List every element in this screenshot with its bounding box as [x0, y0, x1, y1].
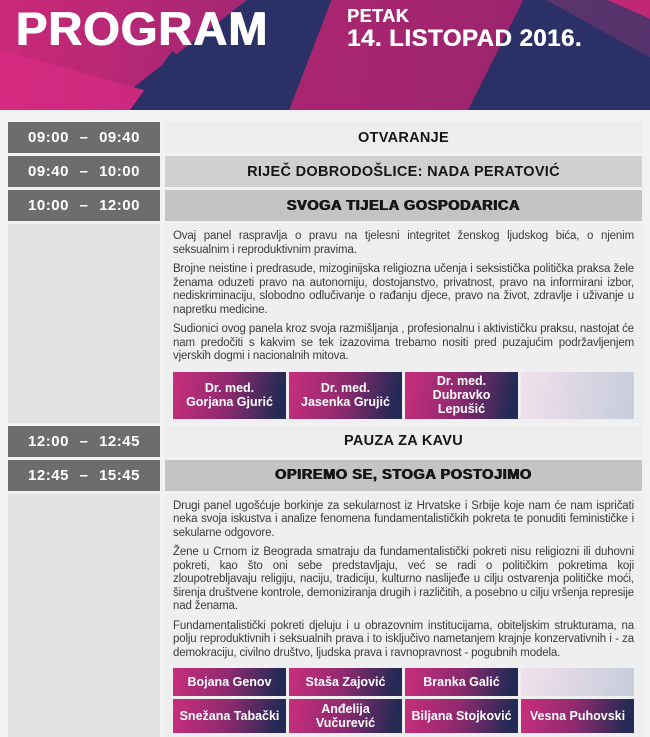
time-cell: 09:00 – 09:40	[8, 122, 160, 153]
time-cell: 10:00 – 12:00	[8, 190, 160, 221]
program-title: PROGRAM	[16, 2, 269, 55]
panel1-speaker-badges	[173, 372, 634, 419]
session-title: RIJEČ DOBRODOŠLICE: NADA PERATOVIĆ	[165, 156, 642, 187]
speaker-name: Gorjana Gjurić	[186, 395, 273, 410]
speaker-badge	[289, 668, 402, 696]
session-row-pauza	[8, 426, 642, 457]
panel2	[8, 494, 642, 737]
speaker-badge	[521, 699, 634, 733]
speaker-badge	[405, 668, 518, 696]
speaker-title: Dr. med.	[436, 373, 487, 388]
paragraph: Brojne neistine i predrasude, mizoginijska religiozna učenja i seksistička politička praksa žele ženama oduzeti pravo na autonomiju, dostojanstvo, privatnost, pravo na informirani izbor, nediskriminaciju, slobodno odlučivanje o rađanju djece, pravo na život, zdravlje i uživanje u napretku medicine.	[173, 263, 634, 316]
speaker-badge	[173, 668, 286, 696]
panel1-left-spacer	[8, 224, 160, 423]
session-title: PAUZA ZA KAVU	[165, 426, 642, 457]
speaker-badge	[405, 372, 518, 419]
panel1	[8, 224, 642, 423]
speaker-name: Dubravko Lepušić	[432, 387, 491, 417]
speaker-name: Vesna Puhovski	[529, 708, 626, 723]
speaker-title: Dr. med.	[204, 380, 255, 395]
paragraph: Ovaj panel raspravlja o pravu na tjelesni integritet ženskog ljudskog bića, o njenim seksualnim i reproduktivnim pravima.	[173, 230, 634, 256]
session-row-panel2-title	[8, 460, 642, 491]
empty-badge	[521, 668, 634, 696]
panel2-description	[165, 494, 642, 737]
session-title: OTVARANJE	[165, 122, 642, 153]
event-date	[347, 7, 582, 51]
paragraph: Drugi panel ugošćuje borkinje za sekularnost iz Hrvatske i Srbije koje nam će nam ispričati neka svoja iskustva i analize fenomena fundamentalističkih pokreta te ponuditi feminističke i sekularne odgovore.	[173, 499, 634, 539]
speaker-name: Staša Zajović	[305, 674, 386, 689]
session-row-otvaranje	[8, 122, 642, 153]
speaker-name: Biljana Stojković	[411, 708, 512, 723]
time-cell: 12:45 – 15:45	[8, 460, 160, 491]
banner	[0, 0, 650, 110]
speaker-name: Bojana Genov	[187, 674, 272, 689]
session-row-panel1-title	[8, 190, 642, 221]
panel2-speaker-badges-row2	[173, 699, 634, 733]
speaker-badge	[289, 699, 402, 733]
speaker-name: Snežana Tabački	[179, 708, 280, 723]
paragraph: Sudionici ovog panela kroz svoja razmišljanja , profesionalnu i aktivističku praksu, nastojat će nam predočiti s kakvim se tek izazovima trebamo nositi pred puzajućim podržavljenjem vjerskih dogmi i nacionalnih mitova.	[173, 323, 634, 362]
speaker-name: Anđelija Vučurević	[315, 701, 376, 731]
speaker-badge	[173, 372, 286, 419]
paragraph: Žene u Crnom iz Beograda smatraju da fundamentalistički pokreti nisu religiozni ili duhovni pokreti, kao što oni sebe predstavljaju, već se radi o političkim pokretima koji zloupotrebljavaju religiju, naciju, tradiciju, kulturno naslijeđe u cilju ostvarenja političke moći, širenja društvene kontrole, demoniziranja drugih i različitih, a posebno u cilju vršenja represije nad ženama.	[173, 546, 634, 613]
paragraph: Fundamentalistički pokreti djeluju i u obrazovnim institucijama, obiteljskim strukturama, na polju reproduktivnih i seksualnih prava i to isključivo nametanjem krajnje konzervativnih i - za demokraciju, civilno društvo, ljudska prava i ravnopravnost - pogubnih modela.	[173, 619, 634, 659]
session-title: OPIREMO SE, STOGA POSTOJIMO	[165, 460, 642, 491]
time-cell: 12:00 – 12:45	[8, 426, 160, 457]
panel2-speaker-badges-row1	[173, 668, 634, 696]
speaker-badge	[289, 372, 402, 419]
speaker-title: Dr. med.	[320, 380, 371, 395]
session-title: SVOGA TIJELA GOSPODARICA	[165, 190, 642, 221]
session-row-dobrodoslica	[8, 156, 642, 187]
panel1-description	[165, 224, 642, 423]
event-date-full: 14. LISTOPAD 2016.	[347, 25, 582, 52]
speaker-badge	[405, 699, 518, 733]
schedule	[0, 110, 650, 737]
speaker-name: Branka Galić	[423, 674, 500, 689]
panel2-left-spacer	[8, 494, 160, 737]
speaker-badge	[173, 699, 286, 733]
speaker-name: Jasenka Grujić	[301, 395, 390, 410]
event-day: PETAK	[347, 6, 410, 26]
time-cell: 09:40 – 10:00	[8, 156, 160, 187]
empty-badge	[521, 372, 634, 419]
